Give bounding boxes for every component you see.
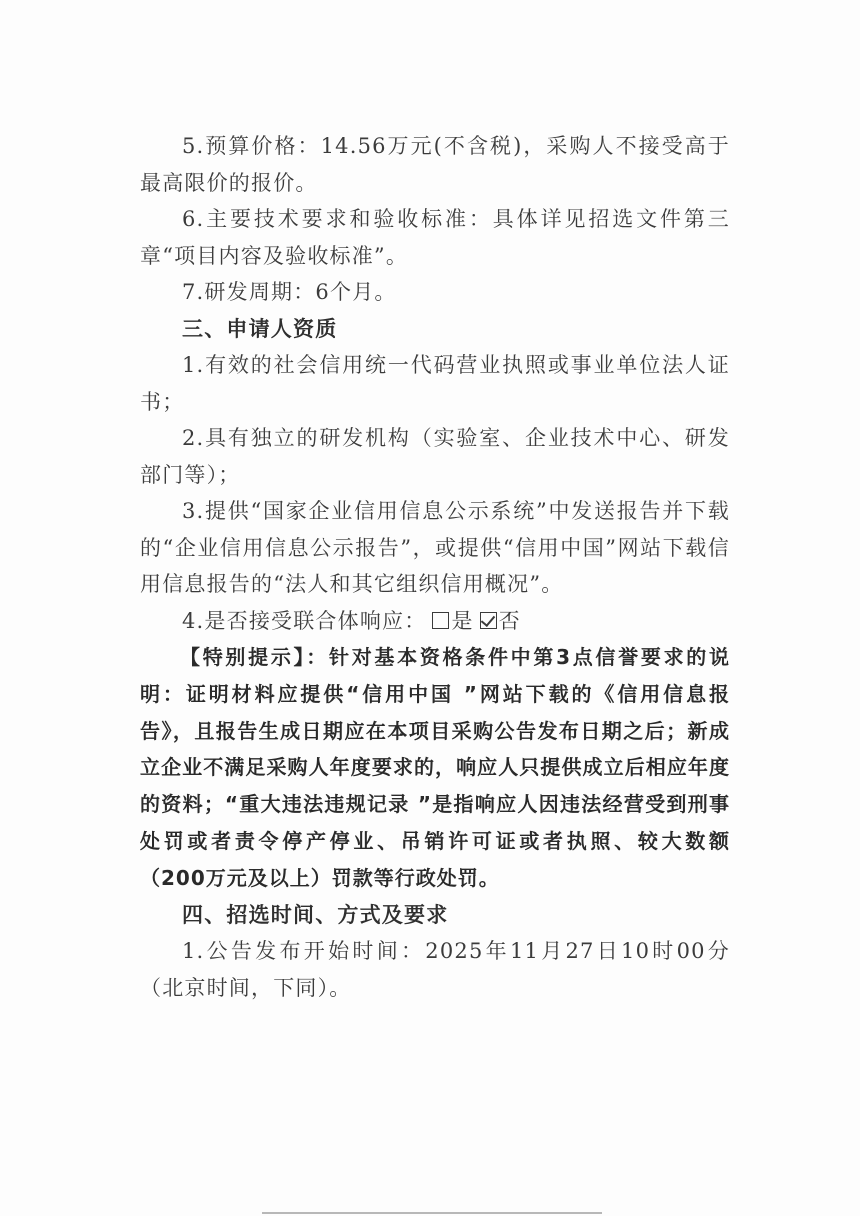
option-no-label: 否 <box>498 608 521 633</box>
checkbox-yes-icon <box>432 612 449 629</box>
footer-divider <box>262 1212 602 1214</box>
qualification-item-1: 1.有效的社会信用统一代码营业执照或事业单位法人证书； <box>140 353 730 414</box>
technical-requirements-paragraph: 6.主要技术要求和验收标准：具体详见招选文件第三章“项目内容及验收标准”。 <box>140 207 730 268</box>
consortium-question-label: 4.是否接受联合体响应： <box>182 608 427 633</box>
qualification-item-4 <box>140 603 730 640</box>
section-3-heading: 三、申请人资质 <box>182 316 338 341</box>
option-yes-label: 是 <box>451 608 474 633</box>
section-4-heading: 四、招选时间、方式及要求 <box>182 902 449 927</box>
checkbox-no-checked-icon <box>480 612 497 629</box>
announcement-start-time-paragraph: 1.公告发布开始时间：2025年11月27日10时00分（北京时间，下同）。 <box>140 939 730 1000</box>
document-body <box>140 128 730 1006</box>
development-period-paragraph: 7.研发周期：6个月。 <box>182 280 397 304</box>
budget-price-paragraph: 5.预算价格：14.56万元(不含税)，采购人不接受高于最高限价的报价。 <box>140 134 730 195</box>
qualification-item-2: 2.具有独立的研发机构（实验室、企业技术中心、研发部门等）； <box>140 426 730 487</box>
qualification-item-3: 3.提供“国家企业信用信息公示系统”中发送报告并下载的“企业信用信息公示报告”，或提供“信用中国”网站下载信用信息报告的“法人和其它组织信用概况”。 <box>140 499 730 596</box>
special-notice-paragraph: 【特别提示】：针对基本资格条件中第3点信誉要求的说明：证明材料应提供“信用中国 ”网站下载的《信用信息报告》，且报告生成日期应在本项目采购公告发布日期之后；新成立企业不满足采购人年度要求的，响应人只提供成立后相应年度的资料；“重大违法违规记录 ”是指响应人因违法经营受到刑事处罚或者责令停产停业、吊销许可证或者执照、较大数额（200万元及以上）罚款等行政处罚。 <box>140 645 730 890</box>
